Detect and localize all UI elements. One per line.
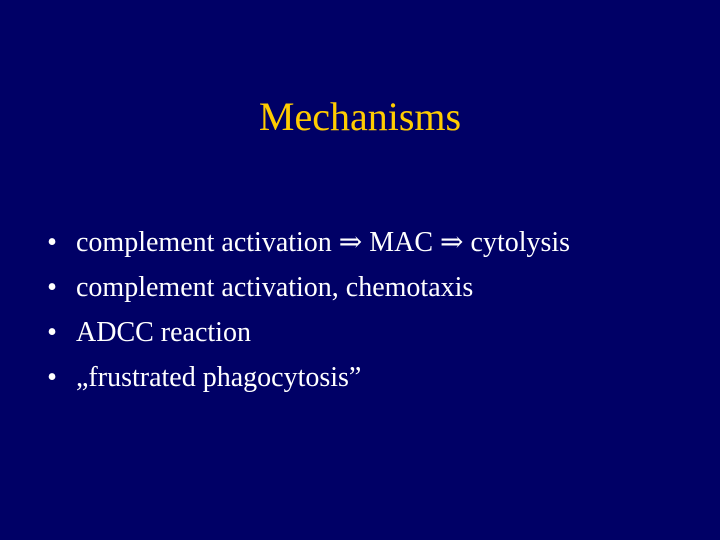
bullet-list bbox=[0, 220, 720, 400]
bullet-icon: • bbox=[47, 227, 57, 258]
bullet-icon: • bbox=[47, 317, 57, 348]
bullet-text: complement activation, chemotaxis bbox=[76, 272, 474, 303]
slide-title: Mechanisms bbox=[258, 94, 462, 139]
bullet-text: „frustrated phagocytosis” bbox=[76, 362, 362, 393]
bullet-item bbox=[0, 220, 720, 265]
bullet-icon: • bbox=[47, 272, 57, 303]
bullet-icon: • bbox=[47, 362, 57, 393]
bullet-item bbox=[0, 310, 720, 355]
bullet-item bbox=[0, 265, 720, 310]
bullet-text: complement activation ⇒ MAC ⇒ cytolysis bbox=[76, 227, 571, 258]
bullet-text: ADCC reaction bbox=[76, 317, 251, 348]
bullet-item bbox=[0, 355, 720, 400]
